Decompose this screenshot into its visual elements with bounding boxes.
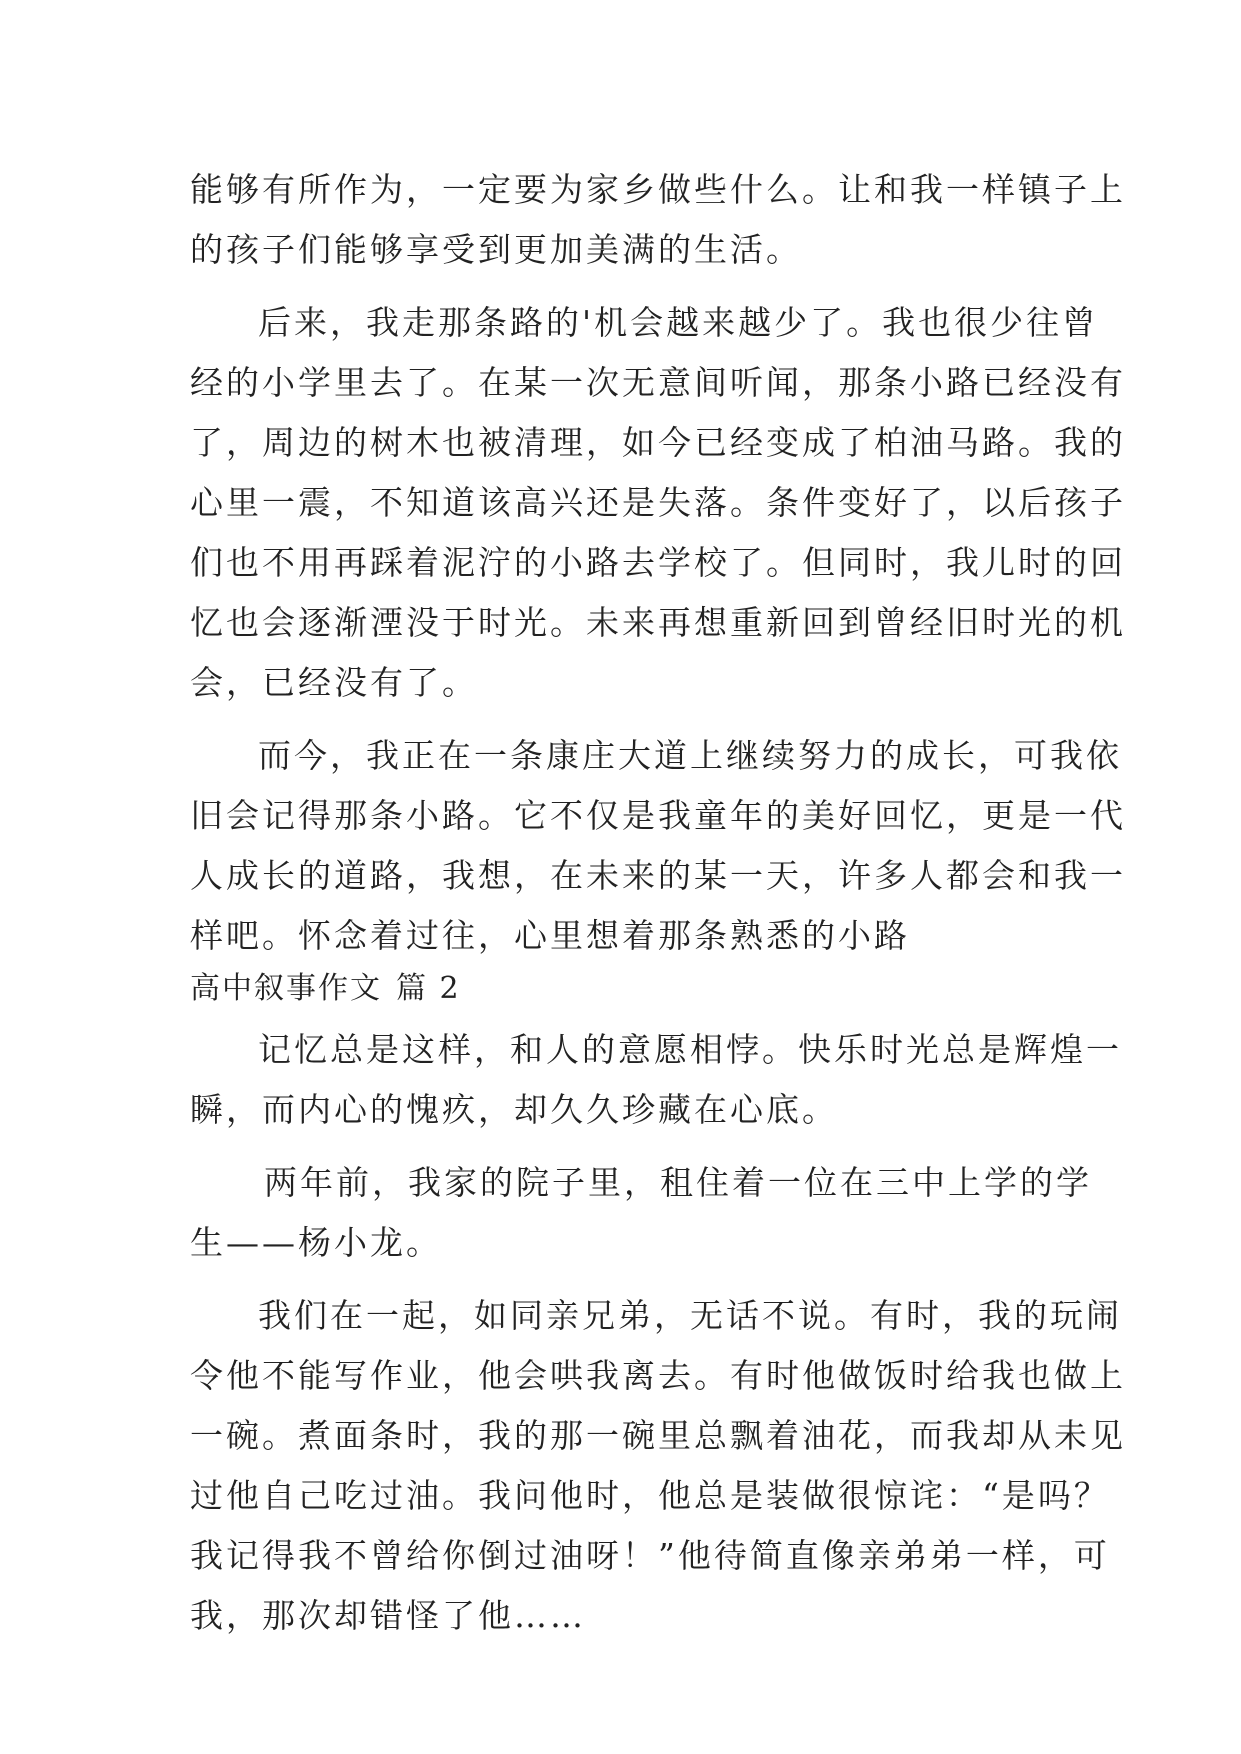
paragraph [190, 1153, 1092, 1273]
text-line: 过他自己吃过油。我问他时，他总是装做很惊诧：“是吗？ [190, 1476, 1110, 1515]
text-line: 的孩子们能够享受到更加美满的生活。 [190, 230, 802, 269]
paragraph [190, 1020, 1122, 1140]
text-line: 会，已经没有了。 [190, 663, 478, 702]
text-line: 令他不能写作业，他会哄我离去。有时他做饭时给我也做上 [190, 1356, 1126, 1395]
text-line: 了，周边的树木也被清理，如今已经变成了柏油马路。我的 [190, 423, 1126, 462]
text-line: 经的小学里去了。在某一次无意间听闻，那条小路已经没有 [190, 363, 1126, 402]
paragraph [190, 726, 1126, 966]
section-number: 篇 2 [396, 971, 461, 1006]
text-line: 瞬，而内心的愧疚，却久久珍藏在心底。 [190, 1090, 838, 1129]
paragraph [190, 1286, 1126, 1646]
document-page [190, 160, 1126, 1646]
section-title: 高中叙事作文 [190, 971, 382, 1006]
text-line: 我记得我不曾给你倒过油呀！”他待简直像亲弟弟一样，可 [190, 1536, 1110, 1575]
section-heading [190, 960, 1050, 1018]
text-line: 一碗。煮面条时，我的那一碗里总飘着油花，而我却从未见 [190, 1416, 1126, 1455]
text-line: 们也不用再踩着泥泞的小路去学校了。但同时，我儿时的回 [190, 543, 1126, 582]
paragraph [190, 160, 1126, 280]
text-line: 样吧。怀念着过往，心里想着那条熟悉的小路 [190, 916, 910, 955]
text-line: 生——杨小龙。 [190, 1223, 442, 1262]
paragraph [190, 293, 1126, 713]
text-line: 后来，我走那条路的'机会越来越少了。我也很少往曾 [258, 303, 1099, 342]
text-line: 我们在一起，如同亲兄弟，无话不说。有时，我的玩闹 [258, 1296, 1122, 1335]
text-line: 忆也会逐渐湮没于时光。未来再想重新回到曾经旧时光的机 [190, 603, 1126, 642]
text-line: 旧会记得那条小路。它不仅是我童年的美好回忆，更是一代 [190, 796, 1126, 835]
text-line: 记忆总是这样，和人的意愿相悖。快乐时光总是辉煌一 [258, 1030, 1122, 1069]
text-line: 两年前，我家的院子里，租住着一位在三中上学的学 [264, 1163, 1092, 1202]
text-line: 而今，我正在一条康庄大道上继续努力的成长，可我依 [258, 736, 1122, 775]
text-line: 心里一震，不知道该高兴还是失落。条件变好了，以后孩子 [190, 483, 1126, 522]
text-line: 能够有所作为，一定要为家乡做些什么。让和我一样镇子上 [190, 170, 1126, 209]
text-line: 人成长的道路，我想，在未来的某一天，许多人都会和我一 [190, 856, 1126, 895]
text-line: 我，那次却错怪了他…… [190, 1596, 586, 1635]
